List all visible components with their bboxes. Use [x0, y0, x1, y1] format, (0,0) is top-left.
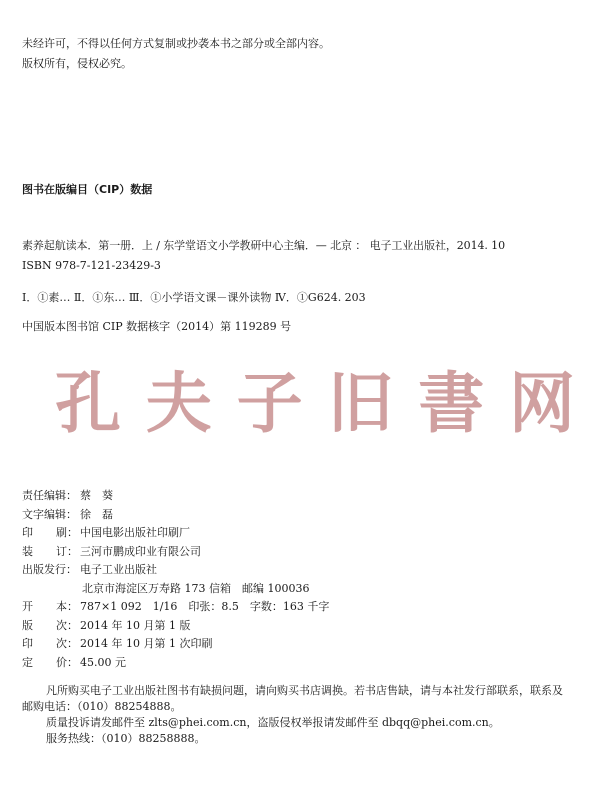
credit-row-format: [22, 597, 602, 616]
edition-value: 2014 年 10 月第 1 版: [80, 618, 191, 632]
credit-row-text-editor: [22, 505, 602, 524]
copyright-notice-line2: 版权所有，侵权必究。: [22, 57, 132, 70]
editor-value: 蔡 葵: [80, 489, 113, 503]
credit-row-printer: [22, 523, 602, 542]
text-editor-label: 文字编辑：: [22, 507, 77, 521]
format-value: 787×1 092 1/16 印张：8.5 字数：163 千字: [80, 600, 330, 614]
watermark-char: 网: [508, 364, 575, 442]
binder-value: 三河市鹏成印业有限公司: [80, 544, 201, 558]
impression-value: 2014 年 10 月第 1 次印刷: [80, 637, 213, 651]
watermark-char: 孔: [55, 364, 121, 442]
text-editor-value: 徐 磊: [80, 507, 113, 521]
notice-line1: 凡所购买电子工业出版社图书有缺损问题，请向购买书店调换。若书店售缺，请与本社发行部联系，联系及: [46, 684, 563, 697]
publisher-label: 出版发行：: [22, 563, 77, 577]
publisher-address: 北京市海淀区万寿路 173 信箱 邮编 100036: [82, 581, 310, 595]
credit-row-edition: [22, 616, 602, 635]
credits-block: [22, 486, 602, 671]
watermark-char: 旧: [327, 364, 394, 442]
cip-number: 中国版本图书馆 CIP 数据核字（2014）第 119289 号: [22, 320, 292, 333]
price-label: 定 价：: [22, 655, 78, 669]
watermark-char: 書: [418, 364, 485, 442]
format-label: 开 本：: [22, 600, 78, 614]
impression-label: 印 次：: [22, 637, 78, 651]
credit-row-editor: [22, 486, 602, 505]
credit-row-impression: [22, 634, 602, 653]
price-value: 45.00 元: [80, 655, 126, 669]
notice-line1b: 邮购电话：（010）88254888。: [22, 700, 182, 713]
notice-line3: 服务热线：（010）88258888。: [46, 732, 206, 745]
watermark-char: 子: [236, 364, 303, 442]
credit-row-price: [22, 653, 602, 672]
publisher-value: 电子工业出版社: [80, 563, 157, 577]
editor-label: 责任编辑：: [22, 489, 77, 503]
binder-label: 装 订：: [22, 544, 78, 558]
credit-row-publisher: [22, 560, 602, 579]
cip-heading: 图书在版编目（CIP）数据: [22, 183, 153, 196]
cip-classification: Ⅰ．①素… Ⅱ．①东… Ⅲ．①小学语文课－课外读物 Ⅳ．①G624. 203: [22, 291, 366, 304]
edition-label: 版 次：: [22, 618, 78, 632]
copyright-notice-line1: 未经许可，不得以任何方式复制或抄袭本书之部分或全部内容。: [22, 37, 330, 50]
cip-entry: 素养起航读本．第一册．上 / 东学堂语文小学教研中心主编．— 北京 ： 电子工业出版社，2014. 10: [22, 239, 505, 252]
cip-isbn: ISBN 978-7-121-23429-3: [22, 259, 161, 272]
printer-value: 中国电影出版社印刷厂: [80, 526, 190, 540]
credit-row-binder: [22, 542, 602, 561]
watermark: [55, 358, 575, 448]
watermark-char: 夫: [145, 364, 212, 442]
notice-line2: 质量投诉请发邮件至 zlts@phei.com.cn，盗版侵权举报请发邮件至 dbqq@phei.com.cn。: [46, 716, 500, 729]
credit-row-publisher-address: [22, 579, 602, 598]
service-notice: [22, 683, 597, 747]
printer-label: 印 刷：: [22, 526, 78, 540]
